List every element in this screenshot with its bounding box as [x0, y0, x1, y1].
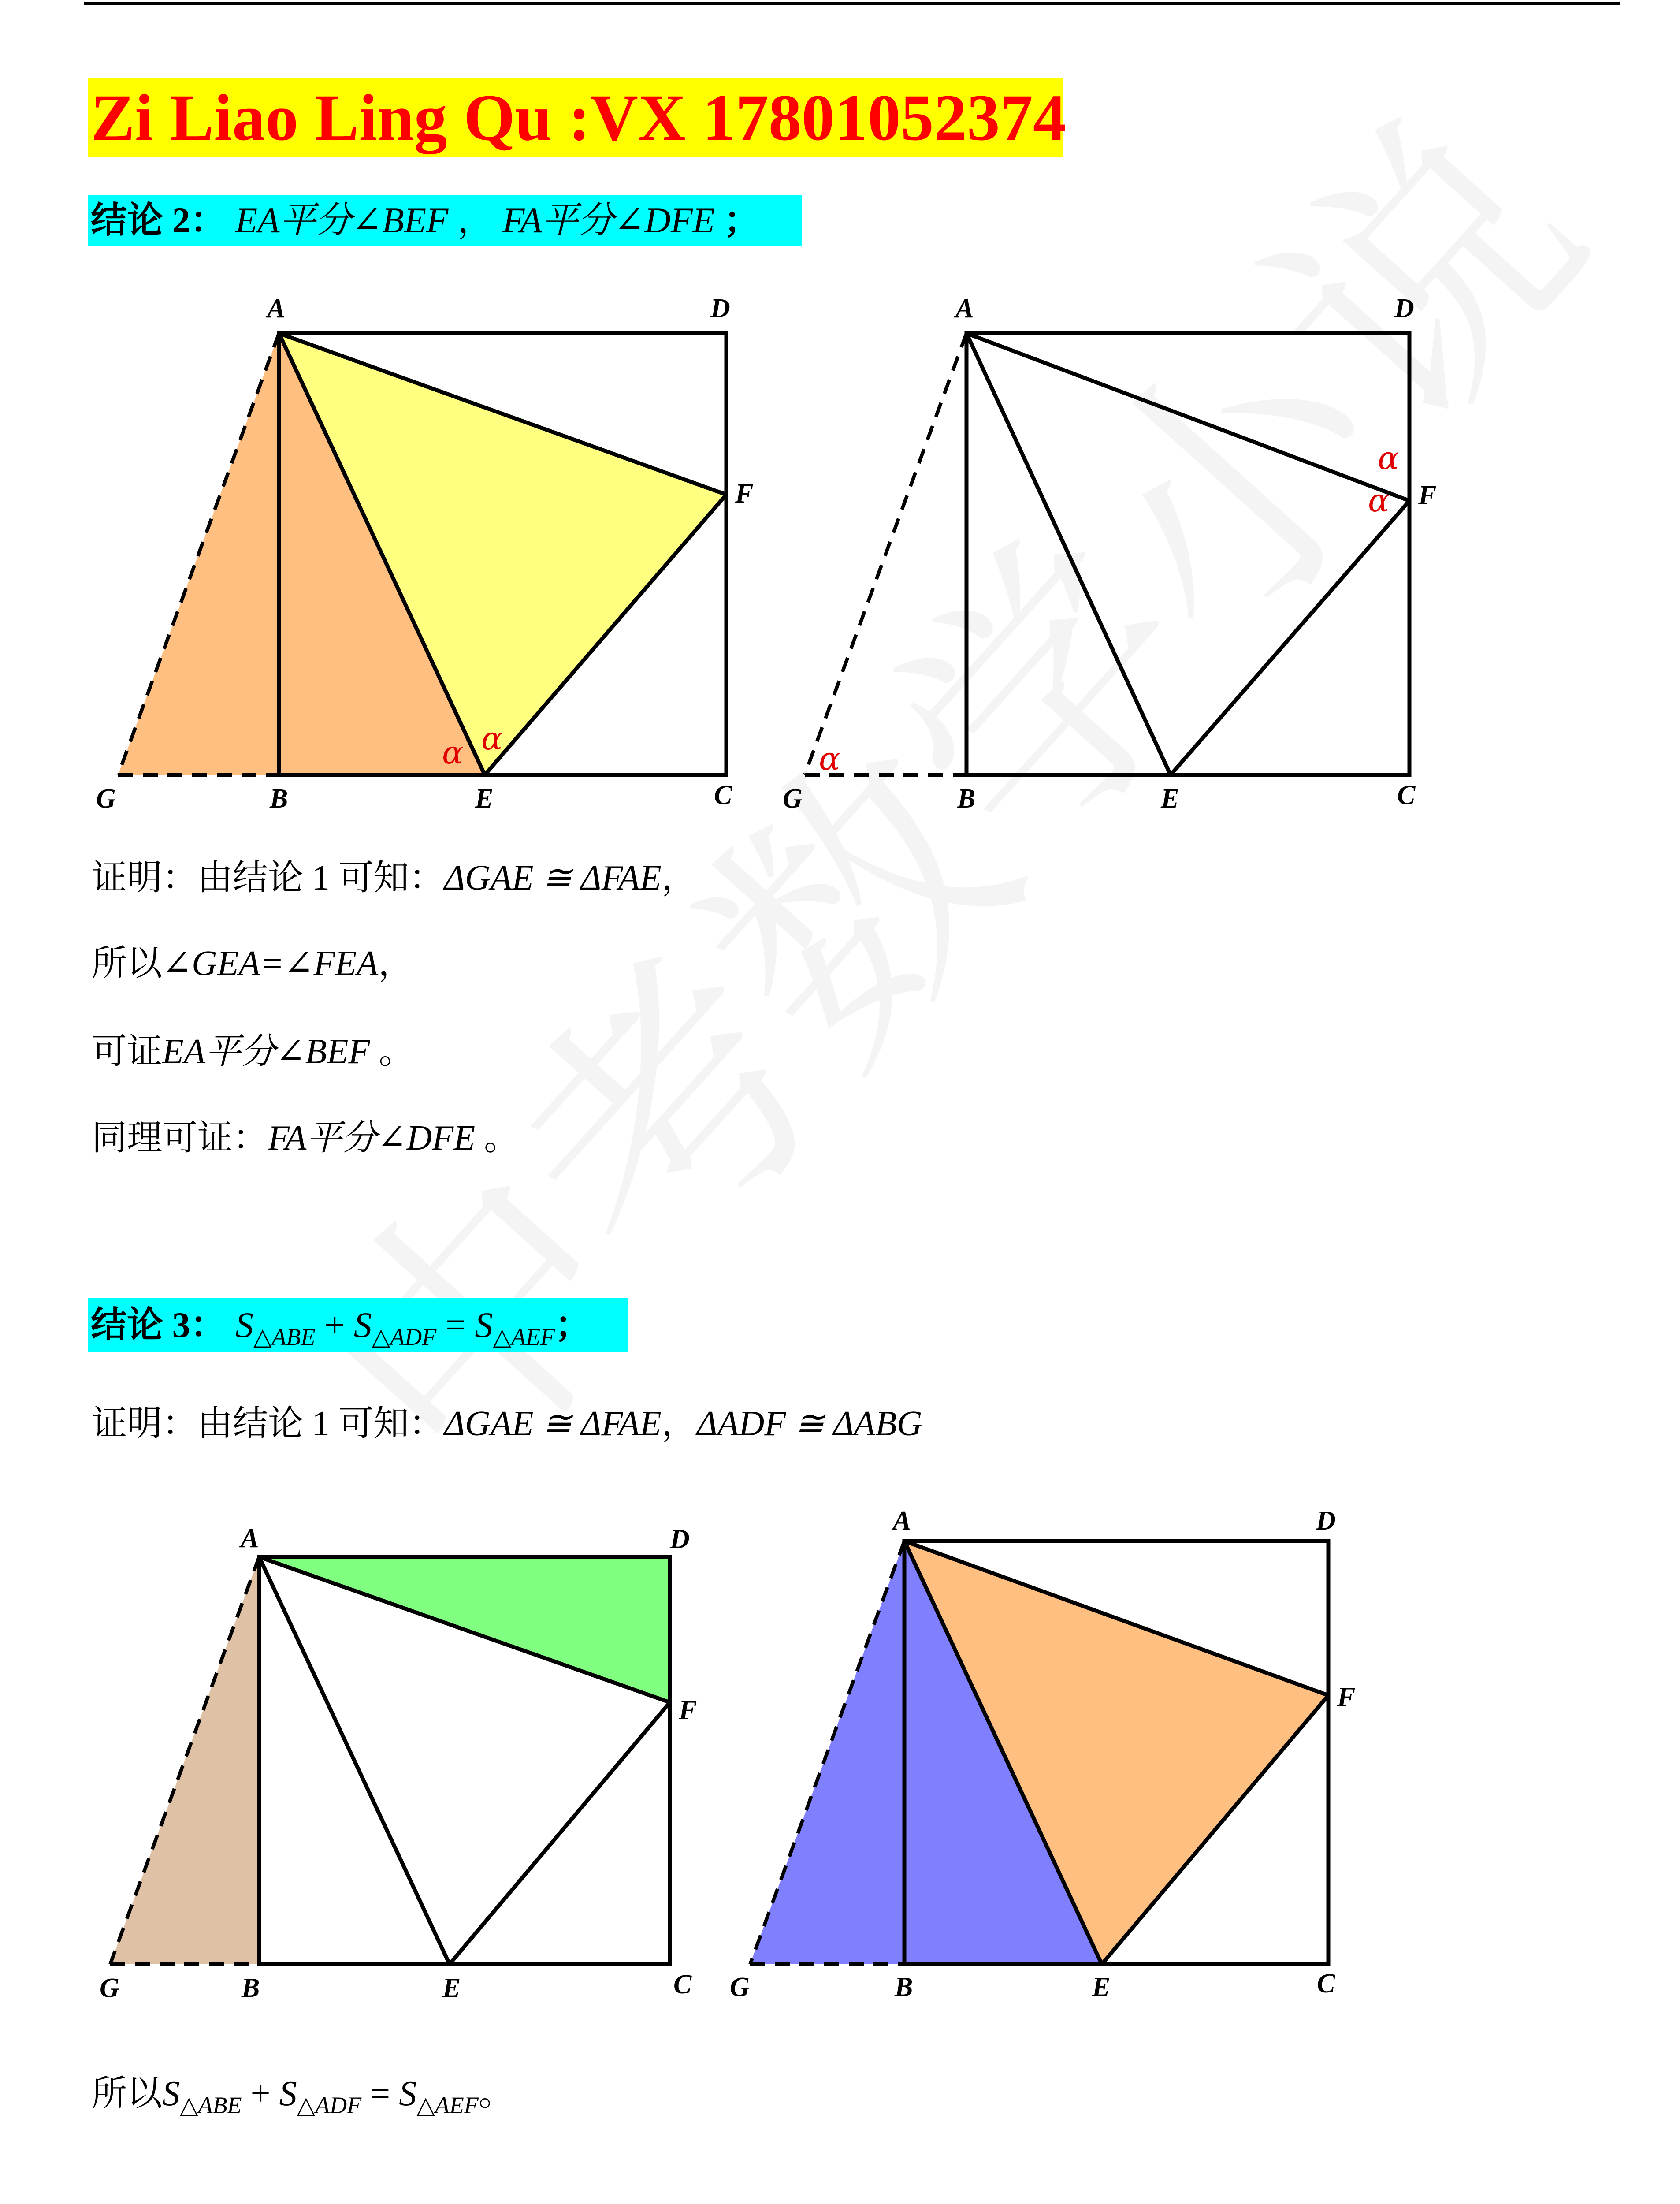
fig1-label-b: B	[270, 784, 288, 814]
proof-3-s-2: S	[279, 2074, 297, 2113]
fig2-angle-alpha-2: α	[1368, 482, 1390, 519]
proof-3-conclusion-end: 。	[478, 2074, 514, 2113]
fig1-angle-alpha-2: α	[481, 720, 503, 757]
proof-2-line-1-end: ，	[661, 859, 697, 897]
conclusion-3-end: ；	[554, 1305, 591, 1345]
proof-2-line-1-math: ΔGAE ≅ ΔFAE	[444, 859, 662, 897]
proof-3-sub-aef: △AEF	[416, 2092, 479, 2118]
conclusion-2-statement-2: FA平分∠DFE	[502, 200, 715, 240]
fig3-label-e: E	[442, 1973, 461, 2003]
fig2-label-e: E	[1161, 784, 1179, 814]
proof-3-line-1-math-b: ΔADF ≅ ΔABG	[696, 1404, 922, 1443]
fig2-label-g: G	[783, 784, 803, 814]
proof-2-line-3-math: EA平分∠BEF	[162, 1032, 370, 1071]
proof-3-line-1-math-a: ΔGAE ≅ ΔFAE	[444, 1404, 662, 1443]
proof-3-conclusion-prefix: 所以	[92, 2074, 162, 2113]
fig3-label-d: D	[670, 1524, 690, 1554]
conclusion-2-sep: ，	[457, 200, 494, 240]
fig4-label-e: E	[1092, 1972, 1111, 2002]
fig4-label-f: F	[1337, 1682, 1356, 1712]
fig3-label-a: A	[241, 1523, 259, 1553]
fig1-label-d: D	[710, 294, 730, 324]
proof-2-line-3-prefix: 可证	[92, 1032, 162, 1071]
conclusion-3-sub-abe: △ABE	[253, 1324, 316, 1350]
proof-3-line-1-prefix: 证明：由结论 1 可知：	[92, 1404, 444, 1443]
proof-3-conclusion	[92, 2072, 514, 2127]
fig4-label-d: D	[1316, 1506, 1336, 1536]
conclusion-3-s-2: S	[353, 1305, 372, 1345]
fig1-label-a: A	[267, 294, 286, 324]
proof-2-line-3-end: 。	[370, 1032, 414, 1071]
conclusion-3-sub-adf: △ADF	[372, 1324, 437, 1350]
proof-3-s-1: S	[162, 2074, 180, 2113]
conclusion-2-title: 结论 2：	[91, 200, 227, 240]
fig4-label-b: B	[895, 1972, 913, 2002]
fig3-label-g: G	[100, 1973, 119, 2003]
fig2-label-f: F	[1418, 480, 1437, 510]
fig2-label-d: D	[1394, 294, 1414, 324]
proof-3-sub-abe: △ABE	[180, 2092, 242, 2118]
fig2-label-b: B	[957, 784, 976, 814]
proof-2-line-4-math: FA平分∠DFE	[268, 1119, 475, 1158]
proof-2-line-4-end: 。	[475, 1119, 519, 1158]
proof-3-s-3: S	[399, 2074, 417, 2113]
fig4-label-a: A	[893, 1506, 911, 1536]
conclusion-2-statement-1: EA平分∠BEF	[235, 200, 449, 240]
fig2-label-a: A	[955, 294, 974, 324]
proof-3-plus: +	[242, 2074, 279, 2113]
fig2-label-c: C	[1397, 780, 1416, 810]
fig2-angle-alpha-1: α	[1378, 439, 1399, 477]
proof-2-line-2-math: ∠GEA=∠FEA	[162, 944, 379, 983]
proof-2-line-1-prefix: 证明：由结论 1 可知：	[92, 859, 444, 897]
fig1-label-c: C	[714, 780, 732, 810]
fig2-angle-alpha-3: α	[819, 740, 840, 777]
conclusion-2-end: ；	[724, 200, 760, 240]
fig1-angle-alpha-1: α	[442, 734, 464, 771]
fig1-label-e: E	[475, 784, 494, 814]
conclusion-3-sub-aef: △AEF	[493, 1324, 555, 1350]
proof-2-line-4-prefix: 同理可证：	[92, 1119, 268, 1158]
conclusion-3-title: 结论 3：	[91, 1305, 227, 1345]
proof-2-line-2-end: ，	[378, 944, 414, 983]
proof-2-line-2-prefix: 所以	[92, 944, 162, 983]
proof-3-line-1-sep: ，	[661, 1404, 697, 1443]
fig3-label-f: F	[679, 1695, 697, 1725]
contact-banner: Zi Liao Ling Qu :VX 17801052374	[88, 78, 1063, 157]
fig4-label-g: G	[730, 1972, 750, 2002]
conclusion-3-s-3: S	[475, 1305, 493, 1345]
fig1-label-g: G	[96, 784, 116, 814]
fig3-label-b: B	[242, 1973, 260, 2003]
fig4-label-c: C	[1317, 1969, 1335, 1999]
proof-3-eq: =	[361, 2074, 399, 2113]
fig3-label-c: C	[673, 1969, 692, 1999]
conclusion-3-eq: =	[436, 1305, 475, 1345]
conclusion-3-s-1: S	[235, 1305, 254, 1345]
conclusion-3-plus: +	[315, 1305, 354, 1345]
fig1-label-f: F	[735, 479, 754, 509]
proof-3-sub-adf: △ADF	[297, 2092, 362, 2118]
